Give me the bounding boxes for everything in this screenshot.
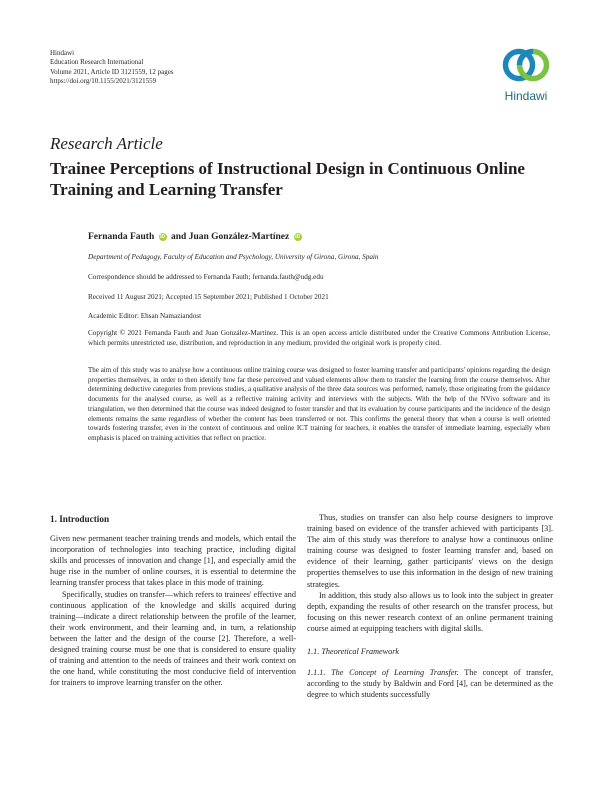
paragraph: Thus, studies on transfer can also help course designers to improve training based on evidence of the transfer achieved with participants [3]. The aim of this study was therefore to analyse how a continuous online training course was designed to foster learning transfer and, based on evidence of their learning, gather participants' views on the design properties themselves to use this information in the design of new training strategies.: [307, 513, 553, 589]
subsubsection-title: 1.1.1. The Concept of Learning Transfer.: [307, 668, 459, 678]
copyright-notice: Copyright © 2021 Fernanda Fauth and Juan González-Martínez. This is an open access article distributed under the Creative Commons Attribution License, which permits unrestricted use, distribution, and reproduction in any medium, provided the original work is properly cited.: [88, 329, 550, 347]
abstract: The aim of this study was to analyse how a continuous online training course was designed to foster learning transfer and participants' opinions regarding the design properties themselves, in order to then identify how far these perceived and valued elements allow them to transfer the learning from the course themselves. After determining deductive categories from previous studies, a qualitative analysis of the three data sources was performed, namely, those originating from the guidance documents for the analysed course, as well as a reflective training activity and interviews with the subjects. With the help of the NVivo software and its triangulation, we then determined that the course was indeed designed to foster transfer and that its evaluation by course participants and the incidence of the design elements remains the same regardless of whether the content has been transferred or not. This confirms the general theory that when a course is well oriented towards fostering transfer, even in the context of continuous and online ICT training for teachers, it enables the transfer of immediate learning, especially when emphasis is placed on training activities that reflect on practice.: [88, 366, 550, 442]
paragraph: Given new permanent teacher training trends and models, which entail the incorporation of technologies into teaching practice, including digital skills and processes of innovation and change [1], and especially amid the huge rise in the number of online courses, it is essential to determine the learning transfer process that takes place in this mode of training.: [50, 534, 296, 588]
publication-info: [50, 49, 174, 86]
affiliation: Department of Pedagogy, Faculty of Education and Psychology, University of Girona, Girona, Spain: [88, 253, 379, 261]
volume-info: Volume 2021, Article ID 3121559, 12 pages: [50, 67, 174, 76]
author-name: Juan González-Martínez: [188, 232, 290, 242]
body-column-right: [307, 512, 553, 700]
article-dates: Received 11 August 2021; Accepted 15 September 2021; Published 1 October 2021: [88, 293, 329, 301]
section-heading: 1. Introduction: [50, 514, 110, 524]
doi-link[interactable]: https://doi.org/10.1155/2021/3121559: [50, 76, 157, 85]
paragraph-text: The concept of transfer, according to the study by Baldwin and Ford [4], can be determined as the degree to which students successfully: [307, 668, 554, 700]
article-type: Research Article: [50, 134, 163, 153]
paragraph: Specifically, studies on transfer—which refers to trainees' effective and continuous application of the knowledge and skills acquired during training—indicate a direct relationship between the profile of the learner, their work environment, and their learning and, in turn, a relationship between the latter and the design of the course [2]. Therefore, a well-designed training course must be one that is considered to ensure quality of training and attention to the needs of trainees and their work context on the one hand, while constituting the most conducive field of intervention for trainers to improve learning transfer on the other.: [50, 589, 296, 688]
hindawi-logo: [496, 44, 556, 106]
author-list: [88, 232, 304, 242]
paragraph: In addition, this study also allows us to look into the subject in greater depth, expanding the results of other research on the transfer process, but focusing on this newer research context of an online permanent training course aimed at equipping teachers with digital skills.: [307, 590, 553, 633]
orcid-icon[interactable]: iD: [295, 234, 301, 240]
orcid-icon[interactable]: iD: [160, 234, 166, 240]
journal-name: Education Research International: [50, 58, 144, 67]
paragraph: [307, 667, 553, 700]
hindawi-logo-icon: [499, 44, 553, 86]
academic-editor: Academic Editor: Ehsan Namaziandost: [88, 312, 202, 320]
body-column-left: [50, 512, 296, 688]
publisher-name: Hindawi: [50, 49, 75, 57]
article-title: Trainee Perceptions of Instructional Design in Continuous Online Training and Learning Transfer: [50, 159, 525, 199]
author-name: Fernanda Fauth: [88, 232, 155, 242]
logo-wordmark: Hindawi: [504, 89, 548, 103]
author-conjunction: and: [171, 232, 187, 242]
correspondence: Correspondence should be addressed to Fernanda Fauth; fernanda.fauth@udg.edu: [88, 273, 324, 281]
subsection-heading: 1.1. Theoretical Framework: [307, 647, 400, 657]
